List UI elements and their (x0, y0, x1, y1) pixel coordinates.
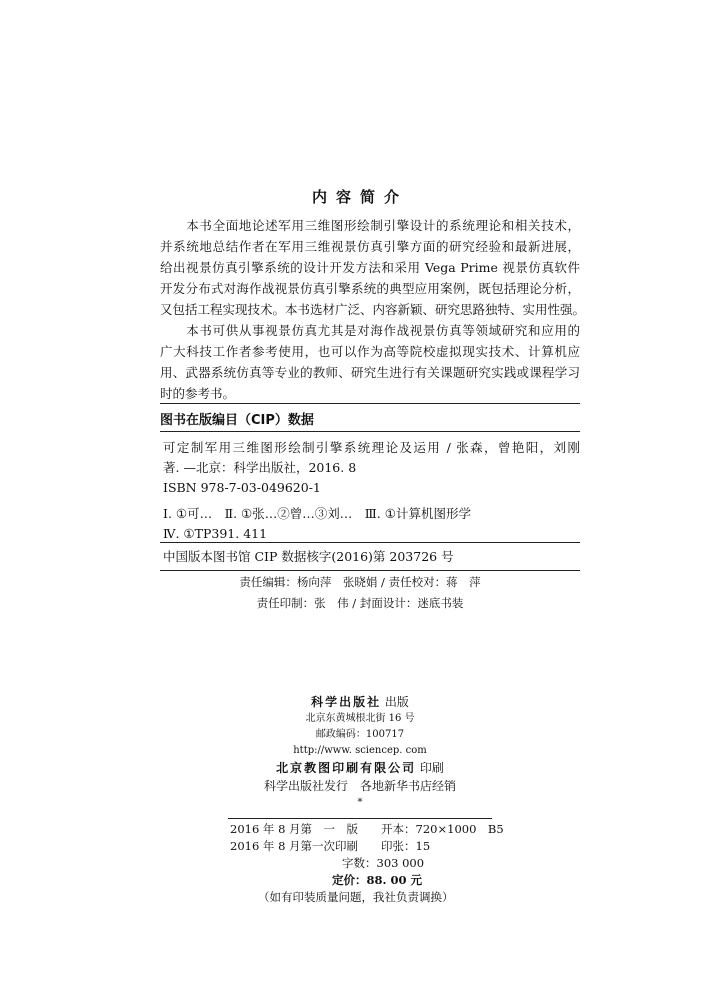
text-line: 给出视景仿真引擎系统的设计开发方法和采用 Vega Prime 视景仿真软件 (160, 260, 580, 275)
printer-line (0, 759, 720, 777)
cip-line: ISBN 978-7-03-049620-1 (163, 480, 321, 495)
editors-line: 责任编辑：杨向萍 张晓娟 / 责任校对：蒋 萍 (239, 575, 481, 589)
publisher-name: 科学出版社 (311, 695, 382, 709)
text-line: 本书可供从事视景仿真尤其是对海作战视景仿真等领域研究和应用的 (160, 323, 580, 338)
cip-top-rule (160, 403, 580, 404)
text-line: 广大科技工作者参考使用，也可以作为高等院校虚拟现实技术、计算机应 (160, 344, 580, 359)
edition-top-rule (228, 818, 492, 819)
text-line: 并系统地总结作者在军用三维视景仿真引擎方面的研究经验和最新进展， (160, 239, 580, 254)
edition-info (230, 821, 504, 906)
printer-name: 北京教图印刷有限公司 (276, 761, 417, 775)
printer-action: 印刷 (419, 761, 444, 775)
cip-line: 中国版本图书馆 CIP 数据核字(2016)第 203726 号 (163, 549, 454, 564)
cip-heading: 图书在版编目（CIP）数据 (160, 413, 314, 428)
publisher-line (0, 693, 720, 711)
cip-verification (163, 547, 580, 567)
summary-title: 内容简介 (311, 188, 408, 206)
text-line: 用、武器系统仿真等专业的教师、研究生进行有关课题研究实践或课程学习 (160, 365, 580, 380)
text-line: 时的参考书。 (160, 386, 236, 401)
cip-line: Ⅳ. ①TP391. 411 (163, 526, 268, 541)
price: 定价：88. 00 元 (332, 873, 423, 887)
text-line: 开发分布式对海作战视景仿真引擎系统的典型应用案例，既包括理论分析， (160, 281, 580, 296)
text-line: 又包括工程实现技术。本书选材广泛、内容新颖、研究思路独特、实用性强。 (160, 302, 586, 317)
quality-note: （如有印装质量问题，我社负责调换） (258, 890, 454, 904)
edition-line: 2016 年 8 月第一次印刷 印张：15 (230, 839, 431, 853)
cip-heading-rule (160, 431, 580, 432)
cip-line: Ⅰ. ①可… Ⅱ. ①张…②曾…③刘… Ⅲ. ①计算机图形学 (163, 506, 471, 521)
text-line: 本书全面地论述军用三维图形绘制引擎设计的系统理论和相关技术， (160, 218, 580, 233)
cip-rule (160, 542, 580, 543)
cip-bottom-rule (160, 570, 580, 571)
word-count: 字数：303 000 (342, 856, 425, 870)
cip-record (163, 438, 580, 544)
summary-paragraph-1 (160, 215, 586, 320)
cip-line: 著. —北京：科学出版社，2016. 8 (163, 460, 357, 475)
publisher-address: 北京东黄城根北街 16 号 (305, 713, 415, 724)
publisher-postcode: 邮政编码：100717 (315, 729, 405, 740)
publisher-website: http://www. sciencep. com (293, 745, 427, 756)
edition-line: 2016 年 8 月第 一 版 开本：720×1000 B5 (230, 822, 504, 836)
publisher-action: 出版 (384, 695, 409, 709)
cip-line: 可定制军用三维图形绘制引擎系统理论及运用 / 张森，曾艳阳，刘刚 (163, 440, 580, 455)
separator-asterisk: * (357, 797, 363, 808)
editors-line: 责任印制：张 伟 / 封面设计：迷底书装 (256, 596, 464, 610)
distribution-line: 科学出版社发行 各地新华书店经销 (263, 779, 456, 793)
publisher-block (0, 693, 720, 811)
editors-block (0, 572, 720, 614)
summary-paragraph-2 (160, 320, 580, 404)
